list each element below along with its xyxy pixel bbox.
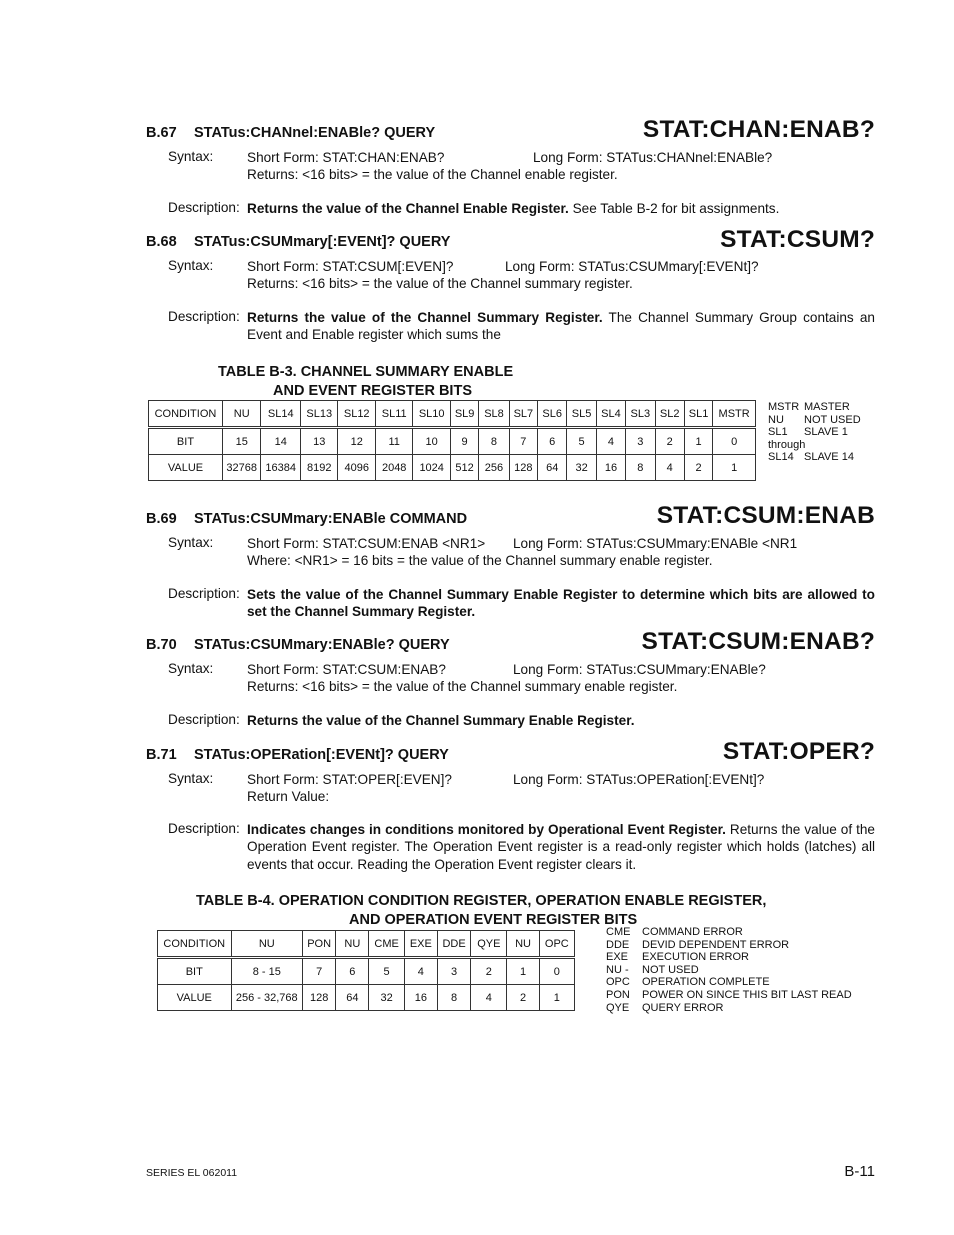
legend-meaning: NOT USED	[804, 413, 861, 426]
legend-item	[768, 401, 861, 414]
row-header-cell: BIT	[149, 428, 223, 455]
legend-abbrev: NU	[768, 413, 784, 426]
table-row	[149, 455, 756, 481]
command-heading-b70: STAT:CSUM:ENAB?	[641, 628, 875, 655]
table-cell: 256	[479, 455, 509, 481]
table-cell: NU	[231, 931, 303, 958]
table-cell: NU	[507, 931, 539, 958]
description-text	[247, 821, 875, 873]
table-cell: SL1	[684, 401, 712, 428]
legend-meaning: COMMAND ERROR	[642, 926, 743, 938]
description-label: Description:	[168, 821, 240, 836]
description-text	[247, 586, 875, 621]
legend-meaning: SLAVE 1	[804, 426, 848, 439]
table-b3-legend	[768, 401, 861, 464]
table-b3-body	[149, 401, 756, 481]
return-line: Returns: <16 bits> = the value of the Channel enable register.	[247, 167, 618, 182]
short-form: Short Form: STAT:CSUM:ENAB?	[247, 662, 446, 677]
footer-series: SERIES EL 062011	[146, 1167, 238, 1179]
legend-item	[606, 989, 852, 1002]
table-cell: 8	[437, 985, 470, 1011]
table-cell: 64	[336, 985, 369, 1011]
short-form: Short Form: STAT:CSUM:ENAB <NR1>	[247, 536, 486, 551]
legend-meaning: OPERATION COMPLETE	[642, 976, 770, 989]
table-cell: 128	[303, 985, 336, 1011]
section-heading-b70	[146, 637, 450, 653]
table-cell: DDE	[437, 931, 470, 958]
table-cell: SL5	[567, 401, 596, 428]
return-line: Where: <NR1> = 16 bits = the value of the Channel summary enable register.	[247, 553, 713, 568]
syntax-label: Syntax:	[168, 771, 214, 786]
syntax-label: Syntax:	[168, 258, 214, 273]
table-cell: SL11	[375, 401, 412, 428]
description-bold: Returns the value of the Channel Summary Register.	[247, 310, 603, 325]
legend-abbrev: CME	[606, 926, 631, 938]
table-row	[158, 958, 575, 985]
description-label: Description:	[168, 712, 240, 727]
short-form: Short Form: STAT:CHAN:ENAB?	[247, 150, 445, 165]
return-line: Return Value:	[247, 789, 330, 804]
table-b4	[157, 930, 575, 1011]
section-heading-b71	[146, 747, 449, 763]
description-label: Description:	[168, 309, 240, 324]
command-heading-b68: STAT:CSUM?	[720, 226, 875, 253]
table-cell: 4	[404, 958, 437, 985]
legend-meaning: POWER ON SINCE THIS BIT LAST READ	[642, 988, 852, 1001]
section-number: B.67	[146, 125, 177, 141]
table-cell: 12	[338, 428, 375, 455]
legend-item	[606, 976, 852, 989]
long-form: Long Form: STATus:CSUMmary:ENABle?	[513, 662, 766, 677]
row-header-cell: CONDITION	[158, 931, 232, 958]
description-bold: Returns the value of the Channel Summary Enable Register.	[247, 713, 635, 728]
description-bold: Sets the value of the Channel Summary Enable Register to determine which bits are allowed to set the Channel Summary Register.	[247, 587, 875, 620]
short-form: Short Form: STAT:CSUM[:EVEN]?	[247, 259, 454, 274]
section-number: B.71	[146, 747, 177, 763]
table-cell: 10	[413, 428, 450, 455]
table-cell: QYE	[471, 931, 507, 958]
syntax-label: Syntax:	[168, 535, 214, 550]
table-cell: 16384	[261, 455, 301, 481]
table-row	[149, 401, 756, 428]
command-heading-b69: STAT:CSUM:ENAB	[656, 502, 875, 529]
legend-abbrev: PON	[606, 988, 630, 1001]
section-title: STATus:OPERation[:EVENt]? QUERY	[194, 747, 449, 763]
table-cell: MSTR	[713, 401, 756, 428]
legend-meaning: DEVID DEPENDENT ERROR	[642, 938, 790, 951]
table-cell: 32	[567, 455, 596, 481]
section-title: STATus:CSUMmary[:EVENt]? QUERY	[194, 234, 451, 250]
table-b4-title-line2: AND OPERATION EVENT REGISTER BITS	[349, 912, 638, 928]
description-label: Description:	[168, 586, 240, 601]
table-cell: SL14	[261, 401, 301, 428]
table-cell: 2	[471, 958, 507, 985]
table-row	[149, 428, 756, 455]
table-cell: 32768	[222, 455, 261, 481]
table-cell: 4	[471, 985, 507, 1011]
description-rest: The Channel Summary Group contains an Event and Enable register which sums the	[247, 310, 875, 343]
table-cell: 1	[713, 455, 756, 481]
legend-abbrev: NU -	[606, 963, 629, 976]
table-cell: 2	[507, 985, 539, 1011]
table-cell: 512	[450, 455, 478, 481]
table-cell: 64	[538, 455, 567, 481]
table-cell: 7	[509, 428, 537, 455]
description-text	[247, 309, 875, 344]
section-title: STATus:CSUMmary:ENABle? QUERY	[194, 637, 450, 653]
page-number: B-11	[844, 1163, 875, 1180]
table-cell: 3	[437, 958, 470, 985]
command-heading-b71: STAT:OPER?	[722, 738, 875, 765]
table-b3-title-line1: TABLE B-3. CHANNEL SUMMARY ENABLE	[218, 364, 514, 380]
legend-item	[768, 451, 861, 464]
description-rest: Returns the value of the Operation Event register. The Operation Event register is a read-only register which holds (latches) all events that occur. Reading the Operation Event register clears it.	[247, 822, 875, 872]
table-cell: 5	[567, 428, 596, 455]
table-cell: 8	[479, 428, 509, 455]
table-cell: SL10	[413, 401, 450, 428]
table-cell: 13	[300, 428, 337, 455]
legend-abbrev: through	[768, 438, 806, 451]
command-heading-b67: STAT:CHAN:ENAB?	[642, 116, 875, 143]
table-cell: 2	[684, 455, 712, 481]
table-b4-title-line1: TABLE B-4. OPERATION CONDITION REGISTER, OPERATION ENABLE REGISTER,	[196, 893, 767, 909]
table-b3	[148, 400, 756, 481]
legend-abbrev: DDE	[606, 938, 630, 951]
table-cell: 16	[404, 985, 437, 1011]
table-cell: 7	[303, 958, 336, 985]
table-cell: SL12	[338, 401, 375, 428]
legend-item	[606, 939, 852, 952]
table-cell: 4096	[338, 455, 375, 481]
table-cell: 0	[539, 958, 574, 985]
legend-meaning: SLAVE 14	[804, 451, 854, 464]
return-line: Returns: <16 bits> = the value of the Channel summary enable register.	[247, 679, 678, 694]
table-cell: 4	[596, 428, 625, 455]
legend-abbrev: QYE	[606, 1001, 630, 1014]
table-cell: 2	[655, 428, 684, 455]
table-cell: 2048	[375, 455, 412, 481]
section-heading-b67	[146, 125, 435, 141]
table-b3-title-line2: AND EVENT REGISTER BITS	[273, 383, 472, 399]
table-row	[158, 931, 575, 958]
syntax-label: Syntax:	[168, 661, 214, 676]
table-cell: 8	[626, 455, 655, 481]
table-cell: 11	[375, 428, 412, 455]
table-cell: 6	[336, 958, 369, 985]
table-cell: NU	[222, 401, 261, 428]
section-heading-b68	[146, 234, 450, 250]
table-row	[158, 985, 575, 1011]
table-cell: 9	[450, 428, 478, 455]
description-text	[247, 200, 875, 217]
return-line: Returns: <16 bits> = the value of the Channel summary register.	[247, 276, 633, 291]
table-cell: SL4	[596, 401, 625, 428]
table-cell: 8192	[300, 455, 337, 481]
row-header-cell: CONDITION	[149, 401, 223, 428]
table-cell: CME	[369, 931, 404, 958]
row-header-cell: BIT	[158, 958, 232, 985]
section-title: STATus:CSUMmary:ENABle COMMAND	[194, 511, 468, 527]
section-heading-b69	[146, 511, 467, 527]
long-form: Long Form: STATus:CSUMmary:ENABle <NR1	[513, 536, 798, 551]
section-number: B.69	[146, 511, 177, 527]
table-cell: 3	[626, 428, 655, 455]
table-b4-legend	[606, 926, 852, 1014]
table-cell: SL2	[655, 401, 684, 428]
table-cell: 16	[596, 455, 625, 481]
legend-item	[768, 426, 861, 439]
legend-item	[606, 964, 852, 977]
table-cell: SL13	[300, 401, 337, 428]
table-cell: 1	[684, 428, 712, 455]
long-form: Long Form: STATus:CSUMmary[:EVENt]?	[505, 259, 759, 274]
table-cell: SL9	[450, 401, 478, 428]
legend-meaning: EXECUTION ERROR	[642, 951, 749, 964]
legend-abbrev: SL14	[768, 451, 794, 464]
table-cell: 128	[509, 455, 537, 481]
legend-item	[768, 439, 861, 452]
table-cell: NU	[336, 931, 369, 958]
description-label: Description:	[168, 200, 240, 215]
table-cell: 256 - 32,768	[231, 985, 303, 1011]
table-cell: 0	[713, 428, 756, 455]
long-form: Long Form: STATus:OPERation[:EVENt]?	[513, 772, 765, 787]
table-cell: 1	[539, 985, 574, 1011]
legend-meaning: QUERY ERROR	[642, 1001, 724, 1014]
table-b4-body	[158, 931, 575, 1011]
table-cell: 14	[261, 428, 301, 455]
table-cell: PON	[303, 931, 336, 958]
short-form: Short Form: STAT:OPER[:EVEN]?	[247, 772, 452, 787]
legend-meaning: NOT USED	[642, 963, 699, 976]
description-bold: Returns the value of the Channel Enable Register.	[247, 201, 569, 216]
legend-meaning: MASTER	[804, 401, 850, 413]
legend-item	[606, 1002, 852, 1015]
table-cell: 5	[369, 958, 404, 985]
table-cell: 1024	[413, 455, 450, 481]
description-bold: Indicates changes in conditions monitored by Operational Event Register.	[247, 822, 726, 837]
table-cell: 1	[507, 958, 539, 985]
table-cell: 4	[655, 455, 684, 481]
legend-item	[768, 414, 861, 427]
legend-item	[606, 951, 852, 964]
legend-abbrev: SL1	[768, 426, 788, 439]
description-text	[247, 712, 875, 729]
row-header-cell: VALUE	[149, 455, 223, 481]
table-cell: 15	[222, 428, 261, 455]
table-cell: OPC	[539, 931, 574, 958]
section-number: B.70	[146, 637, 177, 653]
table-cell: SL7	[509, 401, 537, 428]
description-rest: See Table B-2 for bit assignments.	[568, 201, 780, 216]
table-cell: 8 - 15	[231, 958, 303, 985]
legend-abbrev: EXE	[606, 951, 629, 964]
table-cell: EXE	[404, 931, 437, 958]
table-cell: SL8	[479, 401, 509, 428]
table-cell: 32	[369, 985, 404, 1011]
legend-abbrev: MSTR	[768, 401, 800, 413]
legend-item	[606, 926, 852, 939]
row-header-cell: VALUE	[158, 985, 232, 1011]
syntax-label: Syntax:	[168, 149, 214, 164]
section-number: B.68	[146, 234, 177, 250]
table-cell: 6	[538, 428, 567, 455]
table-cell: SL6	[538, 401, 567, 428]
long-form: Long Form: STATus:CHANnel:ENABle?	[533, 150, 773, 165]
table-cell: SL3	[626, 401, 655, 428]
section-title: STATus:CHANnel:ENABle? QUERY	[194, 125, 436, 141]
legend-abbrev: OPC	[606, 976, 630, 989]
